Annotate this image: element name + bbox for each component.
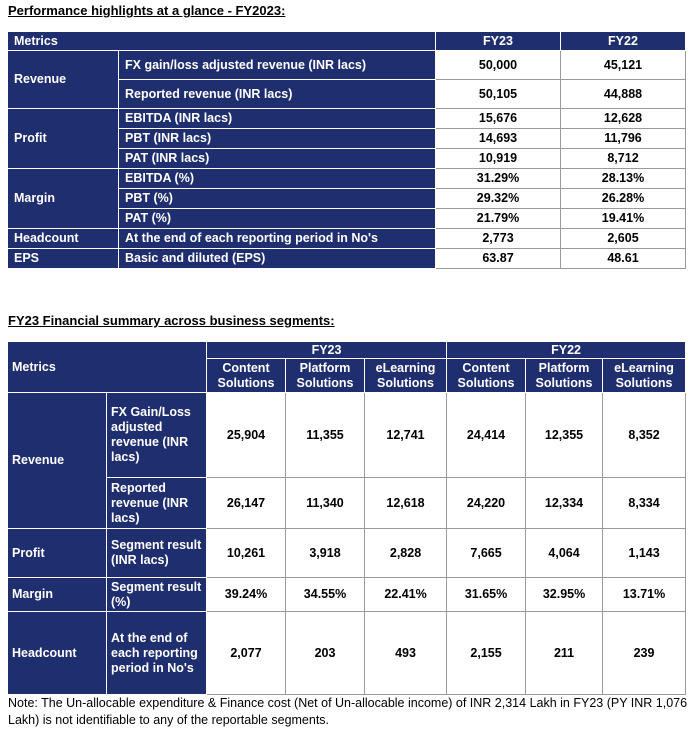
segment-value: 32.95% (526, 578, 603, 612)
segment-value: 8,352 (603, 393, 686, 478)
segment-value: 39.24% (207, 578, 286, 612)
metric-label: Basic and diluted (EPS) (119, 249, 436, 269)
header-fy23: FY23 (207, 342, 447, 359)
metric-label: Segment result (INR lacs) (107, 529, 207, 578)
table-header-row (8, 32, 686, 51)
metric-label: At the end of each reporting period in No's (119, 229, 436, 249)
fy22-value: 48.61 (561, 249, 686, 269)
segment-value: 12,741 (365, 393, 447, 478)
segment-value: 12,618 (365, 478, 447, 529)
footnote: Note: The Un-allocable expenditure & Finance cost (Net of Un-allocable income) of INR 2,314 Lakh in FY23 (PY INR 1,076 Lakh) is not identifiable to any of the reportable segments. (8, 696, 688, 727)
fy23-value: 63.87 (436, 249, 561, 269)
segment-value: 12,334 (526, 478, 603, 529)
performance-highlights-heading: Performance highlights at a glance - FY2023: (8, 3, 286, 18)
segment-header: eLearning Solutions (365, 359, 447, 393)
fy22-value: 2,605 (561, 229, 686, 249)
segment-value: 4,064 (526, 529, 603, 578)
header-fy22: FY22 (447, 342, 686, 359)
segment-value: 10,261 (207, 529, 286, 578)
table-row (8, 169, 686, 189)
segment-value: 493 (365, 612, 447, 695)
segment-value: 11,340 (286, 478, 365, 529)
segment-value: 12,355 (526, 393, 603, 478)
fy22-value: 44,888 (561, 80, 686, 109)
table-row (8, 578, 686, 612)
performance-highlights-table (7, 31, 686, 269)
segment-header: Content Solutions (447, 359, 526, 393)
segment-value: 31.65% (447, 578, 526, 612)
group-label: Profit (8, 529, 107, 578)
table-row (8, 109, 686, 129)
fy23-value: 50,105 (436, 80, 561, 109)
header-metrics: Metrics (8, 342, 207, 393)
fy23-value: 31.29% (436, 169, 561, 189)
fy22-value: 8,712 (561, 149, 686, 169)
segment-value: 24,414 (447, 393, 526, 478)
segment-value: 13.71% (603, 578, 686, 612)
fy22-value: 11,796 (561, 129, 686, 149)
fy22-value: 28.13% (561, 169, 686, 189)
group-label: Headcount (8, 229, 119, 249)
metric-label: FX gain/loss adjusted revenue (INR lacs) (119, 51, 436, 80)
fy23-value: 50,000 (436, 51, 561, 80)
table-header-row (8, 342, 686, 359)
segment-header: Platform Solutions (526, 359, 603, 393)
table-row (8, 612, 686, 695)
metric-label: PAT (INR lacs) (119, 149, 436, 169)
table-row (8, 229, 686, 249)
group-label: Revenue (8, 393, 107, 529)
metric-label: EBITDA (INR lacs) (119, 109, 436, 129)
segment-summary-table (7, 341, 686, 695)
table-row (8, 249, 686, 269)
group-label: EPS (8, 249, 119, 269)
fy23-value: 21.79% (436, 209, 561, 229)
segment-value: 26,147 (207, 478, 286, 529)
segment-value: 211 (526, 612, 603, 695)
metric-label: Segment result (%) (107, 578, 207, 612)
header-fy23: FY23 (436, 32, 561, 51)
fy23-value: 15,676 (436, 109, 561, 129)
metric-label: PAT (%) (119, 209, 436, 229)
fy23-value: 2,773 (436, 229, 561, 249)
fy22-value: 26.28% (561, 189, 686, 209)
group-label: Headcount (8, 612, 107, 695)
metric-label: PBT (INR lacs) (119, 129, 436, 149)
group-label: Margin (8, 578, 107, 612)
segment-value: 24,220 (447, 478, 526, 529)
segment-value: 22.41% (365, 578, 447, 612)
table-row (8, 393, 686, 478)
segment-header: eLearning Solutions (603, 359, 686, 393)
segment-value: 7,665 (447, 529, 526, 578)
header-metrics: Metrics (8, 32, 436, 51)
metric-label: EBITDA (%) (119, 169, 436, 189)
fy22-value: 12,628 (561, 109, 686, 129)
table-row (8, 51, 686, 80)
fy23-value: 14,693 (436, 129, 561, 149)
group-label: Profit (8, 109, 119, 169)
fy22-value: 19.41% (561, 209, 686, 229)
metric-label: Reported revenue (INR lacs) (119, 80, 436, 109)
table-row (8, 478, 686, 529)
segment-value: 239 (603, 612, 686, 695)
segment-value: 3,918 (286, 529, 365, 578)
header-fy22: FY22 (561, 32, 686, 51)
segment-summary-heading: FY23 Financial summary across business segments: (8, 313, 335, 328)
segment-header: Content Solutions (207, 359, 286, 393)
fy22-value: 45,121 (561, 51, 686, 80)
segment-value: 2,828 (365, 529, 447, 578)
metric-label: FX Gain/Loss adjusted revenue (INR lacs) (107, 393, 207, 478)
segment-value: 1,143 (603, 529, 686, 578)
group-label: Margin (8, 169, 119, 229)
segment-value: 34.55% (286, 578, 365, 612)
segment-value: 2,155 (447, 612, 526, 695)
segment-value: 25,904 (207, 393, 286, 478)
group-label: Revenue (8, 51, 119, 109)
metric-label: Reported revenue (INR lacs) (107, 478, 207, 529)
metric-label: At the end of each reporting period in No's (107, 612, 207, 695)
segment-value: 11,355 (286, 393, 365, 478)
fy23-value: 29.32% (436, 189, 561, 209)
table-row (8, 529, 686, 578)
segment-value: 8,334 (603, 478, 686, 529)
segment-value: 203 (286, 612, 365, 695)
segment-header: Platform Solutions (286, 359, 365, 393)
metric-label: PBT (%) (119, 189, 436, 209)
fy23-value: 10,919 (436, 149, 561, 169)
segment-value: 2,077 (207, 612, 286, 695)
